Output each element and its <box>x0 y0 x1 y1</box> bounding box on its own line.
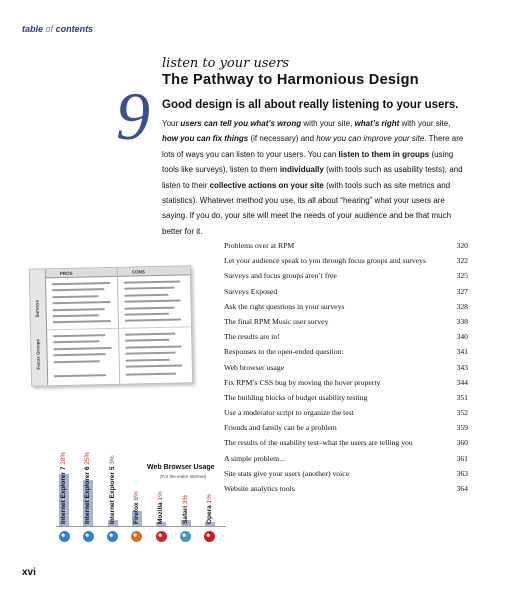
mini-col-pros: PROS <box>59 270 73 277</box>
intro-segment: (using tools like surveys), listen to them <box>162 149 454 175</box>
toc-entry-page: 325 <box>456 271 468 281</box>
toc-entry[interactable] <box>224 329 468 344</box>
chart-bar-name: Internet Explorer 5 <box>108 464 116 524</box>
mini-table-text-line <box>125 346 181 349</box>
intro-segment: Your <box>162 119 181 128</box>
chart-bar-name: Internet Explorer 6 <box>84 464 92 524</box>
toc-entry-page: 340 <box>456 332 468 342</box>
toc-entry[interactable] <box>224 451 468 466</box>
mini-table-text-line <box>53 334 105 337</box>
chart-bar-value: 3% <box>108 455 116 465</box>
mini-table-text-line <box>125 333 175 336</box>
toc-entry-page: 351 <box>456 392 468 402</box>
mozilla-icon <box>156 531 167 542</box>
chart-bar-label <box>157 491 164 524</box>
toc-entry-title: Web browser usage <box>224 362 285 372</box>
toc-entry-page: 361 <box>456 453 468 463</box>
toc-entry-page: 327 <box>456 286 468 296</box>
browser-chart-title: Web Browser Usage <box>147 464 215 471</box>
toc-entry[interactable] <box>224 268 468 283</box>
chart-bar-name: Firefox <box>132 500 140 524</box>
toc-entry[interactable] <box>224 466 468 481</box>
header-word-of: of <box>45 24 54 34</box>
browser-chart-subtitle: (For the entire Internet) <box>160 474 207 479</box>
toc-entry[interactable] <box>224 481 468 496</box>
mini-col-cons: CONS <box>131 269 145 275</box>
toc-entry-title: Surveys and focus groups aren’t free <box>224 271 337 281</box>
toc-entry-title: The results of the usability test–what the users are telling you <box>224 438 413 448</box>
pros-cons-table-thumbnail <box>29 265 193 386</box>
mini-table-text-line <box>126 373 176 376</box>
header-word-table: table <box>22 24 44 34</box>
page-number: xvi <box>22 567 36 578</box>
toc-entry[interactable] <box>224 299 468 314</box>
intro-segment: what’s right <box>354 119 400 128</box>
mini-table-text-line <box>53 347 111 350</box>
chapter-number: 9 <box>116 78 150 154</box>
intro-segment: users can tell you what’s wrong <box>180 119 302 128</box>
chapter-intro <box>162 116 468 239</box>
intro-segment: listen to them in groups <box>338 149 430 159</box>
ie-icon <box>83 531 94 542</box>
mini-table-text-line <box>126 352 176 355</box>
intro-segment: (with tools such as site metrics and statistics). Whatever method you use, its all about “hearing” what your users are saying. If you do, your site will meet the needs of your audience and be that much better for it. <box>162 180 452 236</box>
mini-table-text-line <box>54 374 106 377</box>
mini-table-text-line <box>52 295 98 298</box>
chart-bar-value: 3% <box>181 494 189 505</box>
mini-table-text-line <box>126 359 170 362</box>
mini-table-text-line <box>52 301 110 304</box>
chart-bar-name: Mozilla <box>157 500 165 524</box>
toc-entry[interactable] <box>224 435 468 450</box>
running-header <box>22 24 93 34</box>
toc-entry-title: Fix RPM’s CSS bug by moving the hover property <box>224 377 381 387</box>
chart-bar-name: Opera <box>205 503 213 524</box>
mini-table-text-line <box>126 365 182 368</box>
toc-entry[interactable] <box>224 314 468 329</box>
mini-row-surveys: Surveys <box>34 299 40 318</box>
mini-table-text-line <box>125 313 169 316</box>
toc-entry-page: 360 <box>456 438 468 448</box>
chapter-title: The Pathway to Harmonious Design <box>162 72 419 88</box>
toc-list <box>224 238 468 496</box>
mini-table-text-line <box>124 281 180 284</box>
mini-table-text-line <box>53 314 99 317</box>
header-word-contents: contents <box>55 24 94 34</box>
mini-table-text-line <box>124 287 174 290</box>
mini-table-text-line <box>52 288 104 291</box>
toc-entry-page: 343 <box>456 362 468 372</box>
chart-bar-label <box>206 494 213 524</box>
toc-entry[interactable] <box>224 390 468 405</box>
firefox-icon <box>131 531 142 542</box>
toc-entry-page: 338 <box>456 316 468 326</box>
toc-entry[interactable] <box>224 360 468 375</box>
intro-segment: individually <box>279 165 324 175</box>
toc-entry-title: The building blocks of budget usability testing <box>224 392 368 402</box>
toc-entry-title: Friends and family can be a problem <box>224 423 337 433</box>
toc-entry-title: Site stats give your users (another) voice <box>224 468 350 478</box>
toc-entry-title: The final RPM Music user survey <box>224 316 329 326</box>
toc-entry[interactable] <box>224 375 468 390</box>
toc-entry-title: The results are in! <box>224 332 280 342</box>
intro-segment: how you can fix things <box>162 134 249 144</box>
toc-entry-page: 364 <box>456 484 468 493</box>
chart-bar-value: 25% <box>84 451 92 465</box>
toc-entry-page: 352 <box>456 408 468 418</box>
intro-segment: with your site, <box>301 119 355 128</box>
mini-table-text-line <box>54 353 106 356</box>
chart-bar-label <box>84 452 91 524</box>
intro-segment: . There are lots of ways you can listen to your users. You can <box>162 134 464 159</box>
toc-entry-page: 344 <box>456 377 468 387</box>
chart-bar-label <box>60 452 67 524</box>
chart-bar-name: Safari <box>181 504 189 524</box>
toc-entry-title: Ask the right questions in your surveys <box>224 301 345 311</box>
mini-table-text-line <box>124 294 168 297</box>
toc-entry-page: 363 <box>456 468 468 478</box>
chart-bar-value: 1% <box>157 491 165 501</box>
chart-bar-value: 8% <box>132 491 140 501</box>
toc-entry-title: Problems over at RPM <box>224 241 295 250</box>
ie-icon <box>107 531 118 542</box>
toc-entry[interactable] <box>224 253 468 268</box>
chart-bar-label <box>182 495 189 524</box>
mini-table-text-line <box>53 320 111 323</box>
toc-entry-title: Let your audience speak to you through focus groups and surveys <box>224 256 426 266</box>
mini-table-text-line <box>124 300 180 303</box>
intro-segment: (with tools such as usability tests), and listen to their <box>162 165 463 190</box>
mini-table-text-line <box>52 282 110 285</box>
intro-segment: with your site, <box>399 119 451 128</box>
chart-bar-name: Internet Explorer 7 <box>60 464 67 524</box>
toc-entry-title: Surveys Exposed <box>224 286 278 296</box>
mini-table-text-line <box>125 319 181 322</box>
toc-entry-page: 359 <box>456 423 468 433</box>
intro-segment: how you can improve your site <box>316 134 425 144</box>
toc-entry[interactable] <box>224 344 468 359</box>
chart-bar-value: 1% <box>205 494 213 504</box>
ie-icon <box>59 531 70 542</box>
toc-entry-page: 341 <box>456 347 468 357</box>
intro-segment: collective actions on your site <box>209 180 324 190</box>
toc-entry-page: 328 <box>456 301 468 311</box>
toc-entry-title: Responses to the open-ended question: <box>224 347 344 357</box>
toc-entry[interactable] <box>224 238 468 253</box>
mini-table-text-line <box>53 340 99 343</box>
mini-table-text-line <box>125 339 169 342</box>
mini-row-focus-groups: Focus Groups <box>35 338 41 370</box>
intro-segment: (if necessary) and <box>248 134 317 144</box>
chapter-kicker: listen to your users <box>162 56 290 71</box>
toc-entry-title: Use a moderator script to organize the test <box>224 408 354 418</box>
toc-entry-title: A simple problem... <box>224 453 285 463</box>
toc-entry-page: 322 <box>456 256 468 266</box>
toc-entry[interactable] <box>224 420 468 435</box>
chart-bar-label <box>133 491 140 524</box>
mini-table-text-line <box>54 360 100 363</box>
mini-divider <box>117 268 120 384</box>
chart-bar-value: 28% <box>60 451 67 465</box>
toc-entry[interactable] <box>224 405 468 420</box>
safari-icon <box>180 531 191 542</box>
toc-entry-title: Website analytics tools <box>224 484 295 493</box>
toc-entry-page: 320 <box>456 241 468 250</box>
toc-entry[interactable] <box>224 284 468 299</box>
mini-table-text-line <box>53 308 105 311</box>
chapter-lead: Good design is all about really listening to your users. <box>162 99 459 111</box>
chart-bar-label <box>109 455 116 524</box>
chart-baseline <box>56 526 226 527</box>
opera-icon <box>204 531 215 542</box>
mini-table-text-line <box>125 307 175 310</box>
